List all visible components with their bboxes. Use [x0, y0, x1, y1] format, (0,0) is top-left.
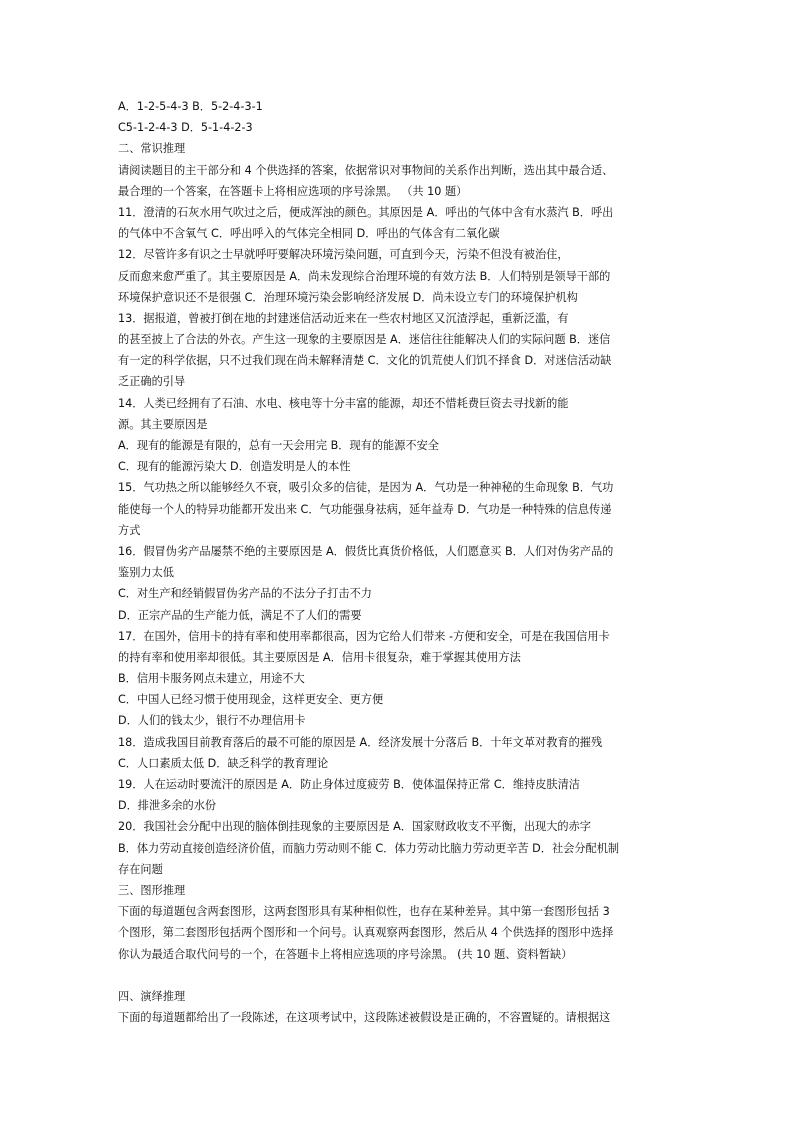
- text-line: 11．澄清的石灰水用气吹过之后，便成浑浊的颜色。其原因是 A．呼出的气体中含有水蒸汽 B．呼出: [118, 205, 614, 219]
- text-line: 源。其主要原因是: [118, 417, 208, 431]
- text-line: C．对生产和经销假冒伪劣产品的不法分子打击不力: [118, 587, 372, 601]
- text-line: 的气体中不含氧气 C．呼出呼入的气体完全相同 D．呼出的气体含有二氧化碳: [118, 227, 500, 241]
- document-page: [118, 96, 678, 1028]
- text-line: C．中国人已经习惯于使用现金，这样更安全、更方便: [118, 693, 384, 707]
- text-line: 下面的每道题都给出了一段陈述，在这项考试中，这段陈述被假设是正确的，不容置疑的。请根据这: [118, 1011, 611, 1025]
- text-line: 存在问题: [118, 862, 163, 876]
- text-line: 方式: [118, 523, 141, 537]
- text-line: 20．我国社会分配中出现的脑体倒挂现象的主要原因是 A．国家财政收支不平衡，出现大的赤字: [118, 820, 591, 834]
- text-line: 能使每一个人的特异功能都开发出来 C．气功能强身祛病，延年益寿 D．气功是一种特殊的信息传递: [118, 502, 612, 516]
- text-line: 乏正确的引导: [118, 375, 186, 389]
- text-line: 四、演绎推理: [118, 989, 186, 1003]
- text-line: 16．假冒伪劣产品屡禁不绝的主要原因是 A．假货比真货价格低，人们愿意买 B．人们对伪劣产品的: [118, 544, 614, 558]
- text-line: 环境保护意识还不是很强 C．治理环境污染会影响经济发展 D．尚未设立专门的环境保护机构: [118, 290, 578, 304]
- text-line: 15．气功热之所以能够经久不衰，吸引众多的信徒，是因为 A．气功是一种神秘的生命现象 B．气功: [118, 481, 614, 495]
- text-line: 19．人在运动时要流汗的原因是 A．防止身体过度疲劳 B．使体温保持正常 C．维持皮肤清洁: [118, 778, 580, 791]
- text-line: C．现有的能源污染大 D．创造发明是人的本性: [118, 460, 351, 474]
- text-line: C5-1-2-4-3 D．5-1-4-2-3: [118, 121, 253, 135]
- text-line: D．正宗产品的生产能力低，满足不了人们的需要: [118, 608, 362, 622]
- text-line: 的持有率和使用率却很低。其主要原因是 A．信用卡很复杂，难于掌握其使用方法: [118, 650, 521, 664]
- text-line: 的甚至披上了合法的外衣。产生这一现象的主要原因是 A．迷信往往能解决人们的实际问题 B．迷信: [118, 333, 611, 347]
- text-line: 下面的每道题包含两套图形，这两套图形具有某种相似性，也存在某种差异。其中第一套图形包括 3: [118, 905, 610, 919]
- blank-line: [118, 965, 678, 986]
- text-line: 请阅读题目的主干部分和 4 个供选择的答案，依据常识对事物间的关系作出判断，选出其中最合适、: [118, 163, 614, 177]
- text-line: 个图形，第二套图形包括两个图形和一个问号。认真观察两套图形，然后从 4 个供选择的图形中选择: [118, 926, 614, 940]
- text-line: 12．尽管许多有识之士早就呼吁要解决环境污染问题，可直到今天，污染不但没有被治住，: [118, 248, 569, 262]
- text-line: 二、常识推理: [118, 142, 186, 156]
- text-line: B．体力劳动直接创造经济价值，而脑力劳动则不能 C．体力劳动比脑力劳动更辛苦 D．社会分配机制: [118, 841, 620, 855]
- text-line: 14．人类已经拥有了石油、水电、核电等十分丰富的能源，却还不惜耗费巨资去寻找新的能: [118, 396, 569, 410]
- text-line: 有一定的科学依据，只不过我们现在尚未解释清楚 C．文化的饥荒使人们饥不择食 D．对迷信活动缺: [118, 354, 612, 368]
- text-line: 18．造成我国目前教育落后的最不可能的原因是 A．经济发展十分落后 B．十年文革对教育的摧残: [118, 735, 603, 749]
- text-line: A．1-2-5-4-3 B．5-2-4-3-1: [118, 100, 263, 113]
- text-line: 反而愈来愈严重了。其主要原因是 A．尚未发现综合治理环境的有效方法 B．人们特别是领导干部的: [118, 269, 611, 283]
- text-line: 13．据报道，曾被打倒在地的封建迷信活动近来在一些农村地区又沉渣浮起，重新泛滥，有: [118, 311, 569, 325]
- text-line: 三、图形推理: [118, 883, 186, 897]
- text-line: D．排泄多余的水份: [118, 799, 217, 813]
- text-line: 鉴别力太低: [118, 566, 174, 580]
- text-line: D．人们的钱太少，银行不办理信用卡: [118, 714, 306, 728]
- text-line: A．现有的能源是有限的，总有一天会用完 B．现有的能源不安全: [118, 439, 439, 452]
- text-line: 最合理的一个答案，在答题卡上将相应选项的序号涂黑。 （共 10 题）: [118, 184, 468, 198]
- text-line: B．信用卡服务网点未建立，用途不大: [118, 672, 305, 686]
- text-line: 你认为最适合取代问号的一个，在答题卡上将相应选项的序号涂黑。 (共 10 题、资料暂缺）: [118, 947, 573, 961]
- text-line: C．人口素质太低 D．缺乏科学的教育理论: [118, 756, 329, 770]
- text-line: 17．在国外，信用卡的持有率和使用率都很高，因为它给人们带来 -方便和安全，可是在我国信用卡: [118, 629, 610, 643]
